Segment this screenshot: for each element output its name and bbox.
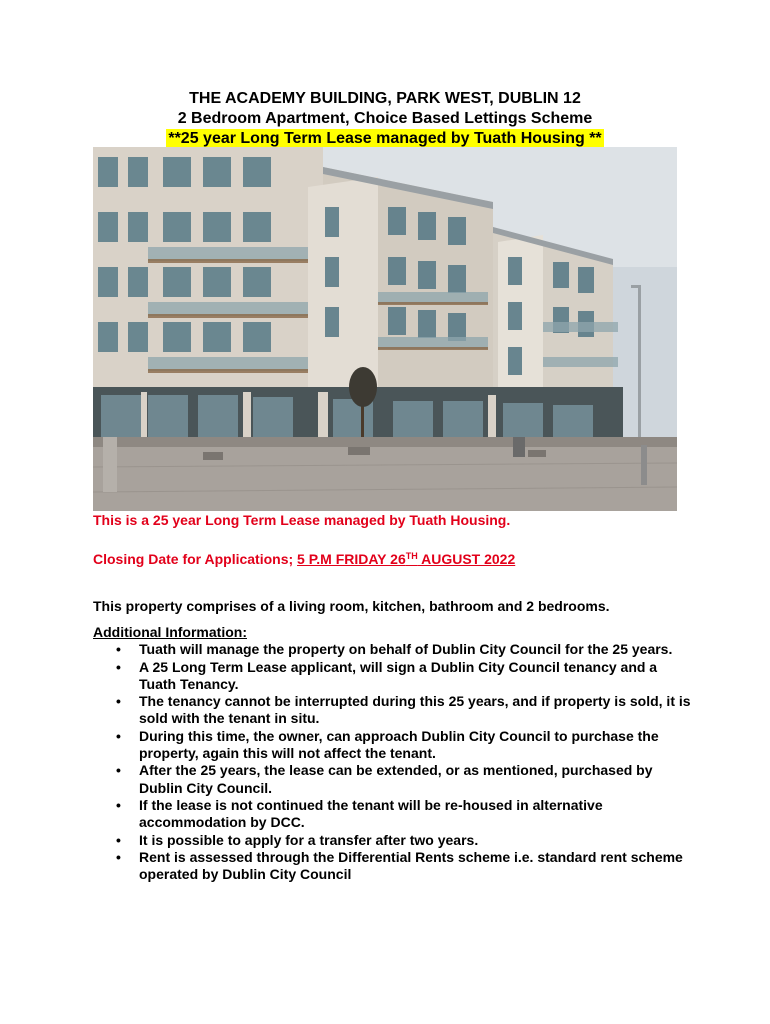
document-header [0,89,770,149]
title-line-1: THE ACADEMY BUILDING, PARK WEST, DUBLIN 12 [189,90,581,107]
building-photo [93,147,677,511]
list-item: • Rent is assessed through the Differential Rents scheme i.e. standard rent scheme operated by Dublin City Council [116,848,683,883]
list-item: • After the 25 years, the lease can be extended, or as mentioned, purchased by Dublin City Council. [116,762,653,796]
list-item: • It is possible to apply for a transfer after two years. [116,831,479,848]
list-item: • If the lease is not continued the tenant will be re-housed in alternative accommodation by DCC. [116,796,603,831]
highlighted-lease-title: **25 year Long Term Lease managed by Tuath Housing ** [168,130,602,147]
list-item: • A 25 Long Term Lease applicant, will sign a Dublin City Council tenancy and a Tuath Tenancy. [116,658,658,692]
list-item: • Tuath will manage the property on behalf of Dublin City Council for the 25 years. [116,641,673,658]
additional-information-list [93,641,693,883]
lease-notice: This is a 25 year Long Term Lease managed by Tuath Housing. [93,512,511,528]
property-description: This property comprises of a living room, kitchen, bathroom and 2 bedrooms. [93,598,610,614]
closing-date-label: Closing Date for Applications; [93,551,298,567]
list-item: • The tenancy cannot be interrupted during this 25 years, and if property is sold, it is sold with the tenant in situ. [116,693,691,727]
title-line-2: 2 Bedroom Apartment, Choice Based Lettings Scheme [177,110,593,127]
list-item: • During this time, the owner, can approach Dublin City Council to purchase the property, again this will not affect the tenant. [116,727,659,762]
closing-date [93,547,515,568]
additional-information [93,624,693,883]
closing-date-value: 5 P.M FRIDAY 26TH AUGUST 2022 [297,551,516,567]
additional-information-title: Additional Information: [93,624,247,640]
